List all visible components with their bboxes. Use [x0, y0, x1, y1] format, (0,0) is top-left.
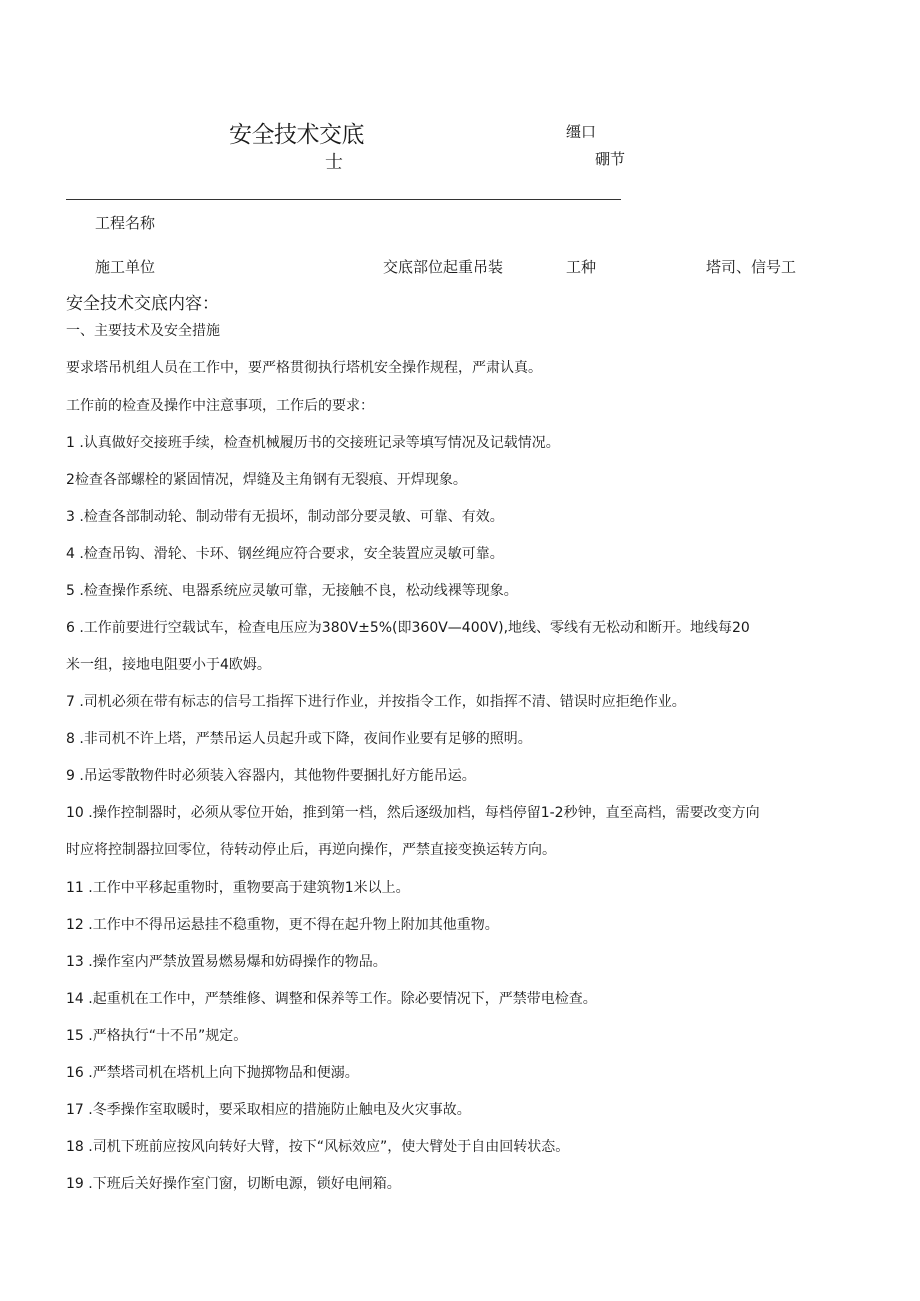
content-line: 1 .认真做好交接班手续，检查机械履历书的交接班记录等填写情况及记载情况。 — [66, 435, 560, 451]
construction-unit-label: 施工单位 — [95, 258, 156, 276]
header-divider — [66, 199, 621, 200]
content-line: 16 .严禁塔司机在塔机上向下抛掷物品和便溺。 — [66, 1065, 359, 1081]
content-line: 5 .检查操作系统、电器系统应灵敏可靠，无接触不良，松动线裸等现象。 — [66, 583, 518, 599]
content-line: 11 .工作中平移起重物时，重物要高于建筑物1米以上。 — [66, 880, 410, 896]
content-heading: 安全技术交底内容： — [66, 294, 219, 314]
content-line: 18 .司机下班前应按风向转好大臂，按下“风标效应”，使大臂处于自由回转状态。 — [66, 1139, 570, 1155]
content-line: 6 .工作前要进行空载试车，检查电压应为380V±5%(即360V—400V),地线、零线有无松动和断开。地线每20 — [66, 620, 750, 636]
work-type-value: 塔司、信号工 — [706, 258, 797, 276]
content-line: 时应将控制器拉回零位，待转动停止后，再逆向操作，严禁直接变换运转方向。 — [66, 842, 556, 858]
content-line: 19 .下班后关好操作室门窗，切断电源，锁好电闸箱。 — [66, 1176, 401, 1192]
content-line: 17 .冬季操作室取暖时，要采取相应的措施防止触电及火灾事故。 — [66, 1102, 471, 1118]
content-line: 2检查各部螺栓的紧固情况，焊缝及主角钢有无裂痕、开焊现象。 — [66, 472, 467, 488]
content-line: 12 .工作中不得吊运悬挂不稳重物，更不得在起升物上附加其他重物。 — [66, 917, 499, 933]
document-title: 安全技术交底 — [229, 122, 364, 148]
content-line: 要求塔吊机组人员在工作中，要严格贯彻执行塔机安全操作规程，严肃认真。 — [66, 360, 542, 376]
document-code-bottom: 硼节 — [595, 150, 626, 168]
work-type-label: 工种 — [566, 258, 597, 276]
content-line: 14 .起重机在工作中，严禁维修、调整和保养等工作。除必要情况下，严禁带电检查。 — [66, 991, 597, 1007]
content-line: 3 .检查各部制动轮、制动带有无损坏，制动部分要灵敏、可靠、有效。 — [66, 509, 504, 525]
content-line: 13 .操作室内严禁放置易燃易爆和妨碍操作的物品。 — [66, 954, 387, 970]
content-line: 4 .检查吊钩、滑轮、卡环、钢丝绳应符合要求，安全装置应灵敏可靠。 — [66, 546, 504, 562]
handover-part: 交底部位起重吊装 — [383, 258, 504, 276]
document-sub-mark: 士 — [325, 152, 343, 173]
content-line: 一、主要技术及安全措施 — [66, 323, 220, 339]
content-line: 15 .严格执行“十不吊”规定。 — [66, 1028, 248, 1044]
project-name-label: 工程名称 — [95, 214, 156, 232]
content-line: 米一组，接地电阻要小于4欧姆。 — [66, 657, 271, 673]
content-line: 10 .操作控制器时，必须从零位开始，推到第一档，然后逐级加档，每档停留1-2秒钟，直至高档，需要改变方向 — [66, 805, 760, 821]
document-code-top: 缰口 — [566, 123, 597, 141]
content-line: 9 .吊运零散物件时必须装入容器内，其他物件要捆扎好方能吊运。 — [66, 768, 476, 784]
content-line: 7 .司机必须在带有标志的信号工指挥下进行作业，并按指令工作，如指挥不清、错误时应拒绝作业。 — [66, 694, 686, 710]
content-line: 工作前的检查及操作中注意事项，工作后的要求： — [66, 398, 374, 414]
content-line: 8 .非司机不许上塔，严禁吊运人员起升或下降，夜间作业要有足够的照明。 — [66, 731, 532, 747]
